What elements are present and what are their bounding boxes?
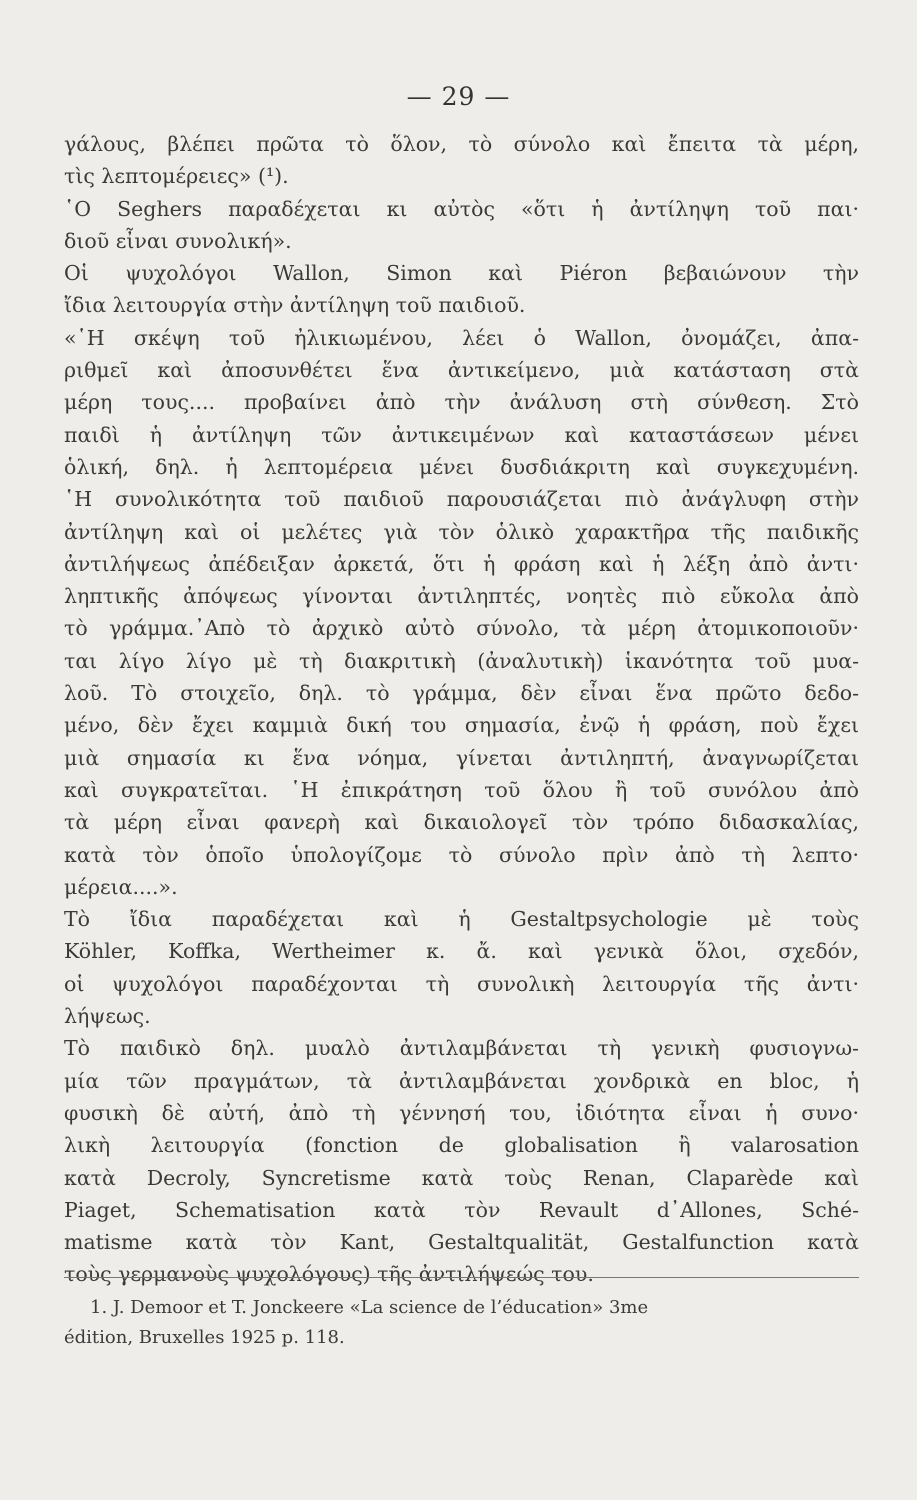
text-line: ῾Ο Seghers παραδέχεται κι αὐτὸς «ὅτι ἡ ἀντίληψη τοῦ παι· xyxy=(64,196,859,221)
text-line: ται λίγο λίγο μὲ τὴ διακριτικὴ (ἀναλυτικὴ) ἱκανότητα τοῦ μυα- xyxy=(64,648,859,673)
text-line: κατὰ Decroly, Syncretisme κατὰ τοὺς Renan, Claparède καὶ xyxy=(64,1165,859,1190)
text-line: μένο, δὲν ἔχει καμμιὰ δική του σημασία, ἐνῷ ἡ φράση, ποὺ ἔχει xyxy=(64,713,859,738)
text-line: ριθμεῖ καὶ ἀποσυνθέτει ἕνα ἀντικείμενο, μιὰ κατάσταση στὰ xyxy=(64,358,859,383)
text-line: matisme κατὰ τὸν Kant, Gestaltqualität, Gestalfunction κατὰ xyxy=(64,1230,859,1255)
text-line: κατὰ τὸν ὁποῖο ὑπολογίζομε τὸ σύνολο πρὶν ἀπὸ τὴ λεπτο· xyxy=(64,842,859,867)
text-line: Τὸ παιδικὸ δηλ. μυαλὸ ἀντιλαμβάνεται τὴ γενικὴ φυσιογνω- xyxy=(64,1036,859,1061)
footnote-line: 1. J. Demoor et T. Jonckeere «La science de l’éducation» 3me xyxy=(90,1297,649,1318)
text-line: ἴδια λειτουργία στὴν ἀντίληψη τοῦ παιδιοῦ. xyxy=(64,293,526,318)
text-line: Köhler, Koffka, Wertheimer κ. ἄ. καὶ γενικὰ ὅλοι, σχεδόν, xyxy=(64,939,859,964)
text-line: λικὴ λειτουργία (fonction de globalisation ἢ valarosation xyxy=(64,1133,859,1158)
text-line: λοῦ. Τὸ στοιχεῖο, δηλ. τὸ γράμμα, δὲν εἶναι ἕνα πρῶτο δεδο- xyxy=(64,681,859,706)
footnote-line: édition, Bruxelles 1925 p. 118. xyxy=(64,1327,345,1348)
text-line: τὶς λεπτομέρειες» (¹). xyxy=(64,164,289,189)
text-line: καὶ συγκρατεῖται. ῾Η ἐπικράτηση τοῦ ὅλου ἢ τοῦ συνόλου ἀπὸ xyxy=(64,777,859,802)
text-line: «῾Η σκέψη τοῦ ἠλικιωμένου, λέει ὁ Wallon, ὀνομάζει, ἀπα- xyxy=(64,325,859,350)
text-line: ἀντιλήψεως ἀπέδειξαν ἀρκετά, ὅτι ἡ φράση καὶ ἡ λέξη ἀπὸ ἀντι· xyxy=(64,551,859,576)
text-line: ῾Η συνολικότητα τοῦ παιδιοῦ παρουσιάζεται πιὸ ἀνάγλυφη στὴν xyxy=(64,487,859,512)
text-line: μέρη τους.... προβαίνει ἀπὸ τὴν ἀνάλυση στὴ σύνθεση. Στὸ xyxy=(64,390,859,415)
footnote-rule xyxy=(64,1277,859,1278)
text-line: διοῦ εἶναι συνολική». xyxy=(64,228,292,253)
text-line: τὸ γράμμα.᾿Απὸ τὸ ἀρχικὸ αὐτὸ σύνολο, τὰ μέρη ἀτομικοποιοῦν· xyxy=(64,616,859,641)
text-line: ληπτικῆς ἀπόψεως γίνονται ἀντιληπτές, νοητὲς πιὸ εὔκολα ἀπὸ xyxy=(64,584,859,609)
text-line: γάλους, βλέπει πρῶτα τὸ ὅλον, τὸ σύνολο καὶ ἔπειτα τὰ μέρη, xyxy=(64,132,859,156)
text-line: τοὺς γερμανοὺς ψυχολόγους) τῆς ἀντιλήψεώς του. xyxy=(64,1262,594,1287)
text-line: ὁλική, δηλ. ἡ λεπτομέρεια μένει δυσδιάκριτη καὶ συγκεχυμένη. xyxy=(64,454,859,479)
text-line: ἀντίληψη καὶ οἱ μελέτες γιὰ τὸν ὁλικὸ χαρακτῆρα τῆς παιδικῆς xyxy=(64,519,859,544)
text-line: τὰ μέρη εἶναι φανερὴ καὶ δικαιολογεῖ τὸν τρόπο διδασκαλίας, xyxy=(64,810,859,835)
text-line: μέρεια....». xyxy=(64,874,178,899)
body-text xyxy=(64,128,859,1291)
text-line: Τὸ ἴδια παραδέχεται καὶ ἡ Gestaltpsychologie μὲ τοὺς xyxy=(64,907,859,932)
text-line: φυσικὴ δὲ αὐτή, ἀπὸ τὴ γέννησή του, ἰδιότητα εἶναι ἡ συνο· xyxy=(64,1100,859,1125)
text-line: Piaget, Schematisation κατὰ τὸν Revault d᾿Allones, Sché- xyxy=(64,1197,859,1222)
footnotes xyxy=(64,1293,859,1353)
text-line: παιδὶ ἡ ἀντίληψη τῶν ἀντικειμένων καὶ καταστάσεων μένει xyxy=(64,422,859,447)
text-line: μία τῶν πραγμάτων, τὰ ἀντιλαμβάνεται χονδρικὰ en bloc, ἡ xyxy=(64,1068,859,1093)
text-line: Οἱ ψυχολόγοι Wallon, Simon καὶ Piéron βεβαιώνουν τὴν xyxy=(64,261,859,286)
text-line: λήψεως. xyxy=(64,1004,151,1029)
text-line: οἱ ψυχολόγοι παραδέχονται τὴ συνολικὴ λειτουργία τῆς ἀντι· xyxy=(64,971,859,996)
text-line: μιὰ σημασία κι ἕνα νόημα, γίνεται ἀντιληπτή, ἀναγνωρίζεται xyxy=(64,745,859,770)
page-number: — 29 — xyxy=(406,82,511,111)
